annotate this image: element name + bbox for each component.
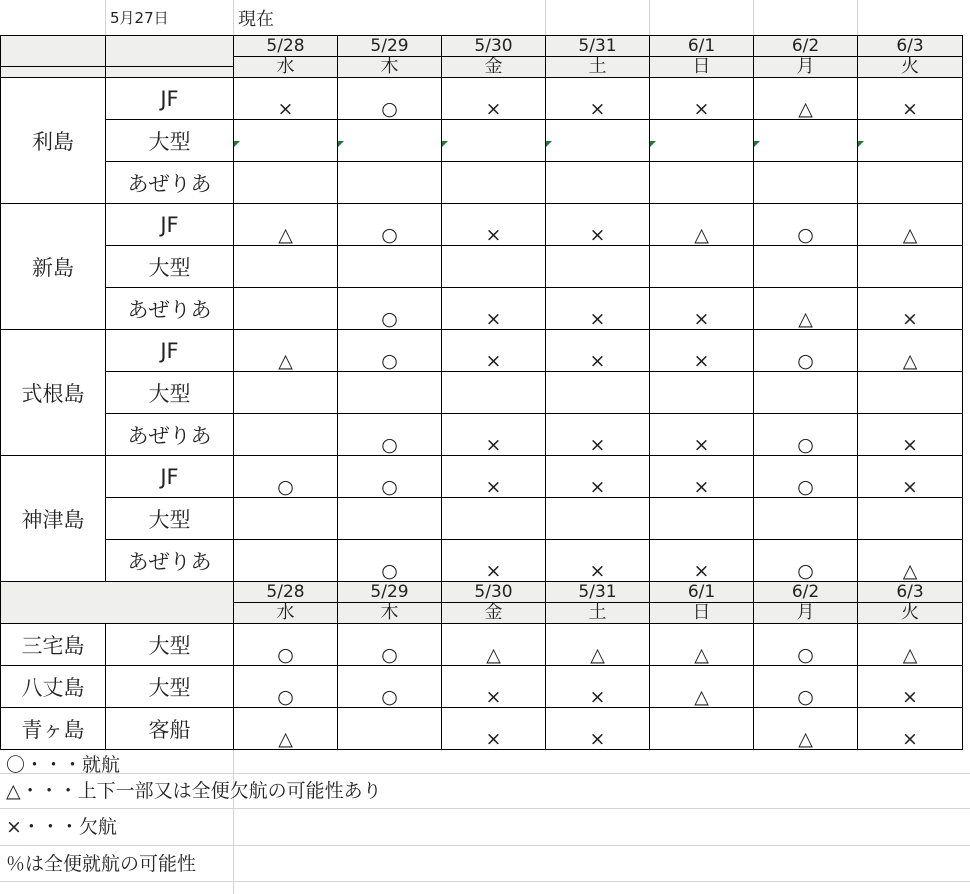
- status-symbol: ○: [754, 435, 857, 456]
- status-symbol: ×: [546, 435, 649, 456]
- forecast-cell: [234, 120, 338, 162]
- date-header-cell: [338, 582, 442, 624]
- status-symbol: △: [650, 225, 753, 246]
- forecast-cell: [234, 414, 338, 456]
- forecast-cell: [754, 78, 858, 120]
- route-row: [1, 414, 963, 456]
- legend-item: ×・・・欠航: [6, 816, 117, 838]
- forecast-cell: [858, 288, 963, 330]
- forecast-cell: [338, 246, 442, 288]
- forecast-cell: [754, 414, 858, 456]
- vessel-type: あぜりあ: [106, 162, 234, 204]
- cell-comment-marker: [546, 141, 552, 147]
- route-row: [1, 456, 963, 498]
- legend-item: 〇・・・就航: [6, 754, 121, 776]
- forecast-cell: [858, 414, 963, 456]
- route-row: [1, 708, 963, 750]
- route-row: [1, 204, 963, 246]
- forecast-cell: [650, 246, 754, 288]
- vessel-type: 大型: [106, 666, 234, 708]
- forecast-cell: [442, 330, 546, 372]
- weekday-label: 金: [484, 602, 503, 623]
- vessel-type: あぜりあ: [106, 288, 234, 330]
- gridline: [233, 0, 234, 35]
- status-symbol: ×: [546, 561, 649, 582]
- weekday-label: 火: [901, 56, 919, 77]
- date-header-cell: [234, 36, 338, 78]
- vessel-type: 大型: [106, 624, 234, 666]
- status-symbol: ×: [858, 477, 962, 498]
- status-symbol: ×: [442, 99, 545, 120]
- cell-comment-marker: [858, 141, 864, 147]
- date-label: 5/31: [546, 582, 649, 603]
- header-blank-top: [1, 46, 105, 67]
- status-symbol: ×: [650, 351, 753, 372]
- status-symbol: ×: [858, 729, 962, 750]
- status-symbol: ×: [546, 309, 649, 330]
- status-symbol: ×: [546, 351, 649, 372]
- status-symbol: ×: [858, 687, 962, 708]
- route-row: [1, 624, 963, 666]
- date-label: 6/3: [858, 582, 962, 603]
- header-blank-cell: [106, 36, 234, 78]
- forecast-cell: [338, 204, 442, 246]
- gridline: [0, 881, 970, 882]
- forecast-cell: [858, 78, 963, 120]
- island-name: 利島: [1, 78, 106, 204]
- date-header-cell: [754, 582, 858, 624]
- forecast-cell: [650, 372, 754, 414]
- forecast-cell: [858, 330, 963, 372]
- forecast-cell: [442, 666, 546, 708]
- forecast-cell: [546, 288, 650, 330]
- forecast-cell: [338, 456, 442, 498]
- status-symbol: ○: [338, 561, 441, 582]
- route-row: [1, 288, 963, 330]
- status-symbol: ×: [546, 225, 649, 246]
- status-symbol: ○: [754, 687, 857, 708]
- status-symbol: △: [650, 687, 753, 708]
- status-symbol: △: [234, 729, 337, 750]
- status-symbol: ×: [442, 687, 545, 708]
- forecast-cell: [546, 120, 650, 162]
- forecast-cell: [442, 288, 546, 330]
- forecast-cell: [650, 120, 754, 162]
- forecast-cell: [858, 624, 963, 666]
- forecast-cell: [754, 120, 858, 162]
- date-header-row: [1, 36, 963, 78]
- weekday-label: 水: [276, 602, 295, 623]
- island-name: 青ヶ島: [1, 708, 106, 750]
- weekday-label: 土: [588, 602, 607, 623]
- route-row: [1, 666, 963, 708]
- vessel-type: JF: [106, 78, 234, 120]
- forecast-cell: [754, 330, 858, 372]
- route-row: [1, 78, 963, 120]
- status-symbol: △: [546, 645, 649, 666]
- forecast-cell: [234, 330, 338, 372]
- forecast-cell: [234, 498, 338, 540]
- forecast-cell: [858, 120, 963, 162]
- status-symbol: ×: [442, 477, 545, 498]
- date-label: 5/28: [234, 36, 337, 57]
- legend-item: △・・・上下一部又は全便欠航の可能性あり: [6, 780, 382, 802]
- forecast-cell: [442, 414, 546, 456]
- island-name: 式根島: [1, 330, 106, 456]
- forecast-cell: [234, 372, 338, 414]
- gridline: [233, 749, 234, 894]
- forecast-cell: [338, 120, 442, 162]
- status-symbol: ○: [754, 351, 857, 372]
- weekday-label: 木: [380, 602, 399, 623]
- cell-comment-marker: [754, 141, 760, 147]
- forecast-cell: [442, 78, 546, 120]
- forecast-cell: [546, 708, 650, 750]
- route-row: [1, 246, 963, 288]
- status-symbol: ○: [338, 351, 441, 372]
- forecast-cell: [754, 498, 858, 540]
- weekday-label: 月: [796, 602, 815, 623]
- status-symbol: ○: [338, 477, 441, 498]
- forecast-cell: [234, 78, 338, 120]
- forecast-cell: [442, 162, 546, 204]
- status-symbol: ×: [650, 435, 753, 456]
- forecast-cell: [234, 540, 338, 582]
- date-label: 5/30: [442, 36, 545, 57]
- gridline: [0, 845, 970, 846]
- status-symbol: ○: [234, 477, 337, 498]
- vessel-type: 大型: [106, 246, 234, 288]
- forecast-cell: [546, 540, 650, 582]
- date-label: 6/1: [650, 36, 753, 57]
- forecast-cell: [442, 456, 546, 498]
- forecast-cell: [442, 708, 546, 750]
- gridline: [857, 0, 858, 35]
- date-label: 6/1: [650, 582, 753, 603]
- route-row: [1, 540, 963, 582]
- forecast-cell: [858, 372, 963, 414]
- forecast-cell: [234, 246, 338, 288]
- forecast-cell: [338, 624, 442, 666]
- forecast-cell: [338, 540, 442, 582]
- status-symbol: [650, 729, 753, 750]
- status-symbol: ×: [650, 99, 753, 120]
- status-symbol: ×: [442, 225, 545, 246]
- status-symbol: ×: [858, 99, 962, 120]
- route-row: [1, 498, 963, 540]
- vessel-type: 大型: [106, 120, 234, 162]
- status-symbol: △: [754, 99, 857, 120]
- forecast-cell: [338, 372, 442, 414]
- date-header-cell: [650, 582, 754, 624]
- forecast-cell: [546, 414, 650, 456]
- status-label: 現在: [238, 8, 274, 30]
- status-symbol: ○: [754, 477, 857, 498]
- weekday-label: 月: [796, 56, 815, 77]
- forecast-cell: [858, 708, 963, 750]
- status-symbol: ×: [442, 435, 545, 456]
- forecast-cell: [234, 708, 338, 750]
- forecast-cell: [234, 204, 338, 246]
- weekday-label: 火: [901, 602, 919, 623]
- status-symbol: ×: [650, 477, 753, 498]
- vessel-type: 大型: [106, 498, 234, 540]
- forecast-cell: [650, 414, 754, 456]
- weekday-label: 日: [692, 602, 711, 623]
- forecast-cell: [546, 372, 650, 414]
- forecast-cell: [338, 666, 442, 708]
- forecast-cell: [442, 120, 546, 162]
- legend-item: ％は全便就航の可能性: [6, 853, 197, 875]
- vessel-type: あぜりあ: [106, 414, 234, 456]
- forecast-cell: [650, 330, 754, 372]
- forecast-cell: [858, 498, 963, 540]
- date-header-cell: [650, 36, 754, 78]
- header-blank-top: [106, 46, 233, 67]
- cell-comment-marker: [338, 141, 344, 147]
- vessel-type: あぜりあ: [106, 540, 234, 582]
- forecast-cell: [650, 708, 754, 750]
- weekday-label: 木: [380, 56, 399, 77]
- vessel-type: JF: [106, 204, 234, 246]
- date-label: 6/2: [754, 36, 857, 57]
- date-label: 6/2: [754, 582, 857, 603]
- forecast-cell: [858, 246, 963, 288]
- forecast-cell: [338, 288, 442, 330]
- date-header-cell: [442, 36, 546, 78]
- status-symbol: △: [858, 351, 962, 372]
- date-header-cell: [546, 582, 650, 624]
- forecast-cell: [650, 666, 754, 708]
- forecast-cell: [858, 666, 963, 708]
- forecast-cell: [234, 624, 338, 666]
- forecast-cell: [546, 456, 650, 498]
- weekday-label: 金: [484, 56, 503, 77]
- header-blank-cell: [1, 582, 234, 624]
- forecast-cell: [650, 204, 754, 246]
- date-header-cell: [858, 36, 963, 78]
- forecast-cell: [338, 708, 442, 750]
- forecast-cell: [650, 498, 754, 540]
- date-label: 5/31: [546, 36, 649, 57]
- forecast-cell: [650, 162, 754, 204]
- island-name: 新島: [1, 204, 106, 330]
- vessel-type: 客船: [106, 708, 234, 750]
- status-symbol: ×: [234, 99, 337, 120]
- forecast-cell: [338, 414, 442, 456]
- date-header-cell: [338, 36, 442, 78]
- vessel-type: 大型: [106, 372, 234, 414]
- forecast-cell: [442, 204, 546, 246]
- forecast-cell: [338, 498, 442, 540]
- status-symbol: △: [754, 309, 857, 330]
- status-symbol: ×: [442, 351, 545, 372]
- gridline: [649, 0, 650, 35]
- status-symbol: △: [234, 351, 337, 372]
- forecast-cell: [754, 456, 858, 498]
- gridline: [753, 0, 754, 35]
- forecast-cell: [754, 372, 858, 414]
- weekday-label: 日: [692, 56, 711, 77]
- status-symbol: △: [234, 225, 337, 246]
- forecast-cell: [546, 330, 650, 372]
- cell-comment-marker: [442, 141, 448, 147]
- header-blank-cell: [1, 36, 106, 78]
- route-row: [1, 120, 963, 162]
- forecast-cell: [442, 246, 546, 288]
- island-name: 三宅島: [1, 624, 106, 666]
- forecast-cell: [442, 540, 546, 582]
- forecast-cell: [754, 540, 858, 582]
- gridline: [105, 0, 106, 35]
- status-symbol: ○: [338, 435, 441, 456]
- status-symbol: ×: [442, 729, 545, 750]
- forecast-cell: [754, 288, 858, 330]
- forecast-cell: [858, 204, 963, 246]
- date-header-row: [1, 582, 963, 624]
- date-label: 6/3: [858, 36, 962, 57]
- vessel-type: JF: [106, 330, 234, 372]
- status-symbol: △: [442, 645, 545, 666]
- route-row: [1, 372, 963, 414]
- status-symbol: ×: [858, 435, 962, 456]
- route-row: [1, 162, 963, 204]
- status-symbol: ○: [338, 309, 441, 330]
- forecast-cell: [754, 246, 858, 288]
- forecast-cell: [234, 288, 338, 330]
- status-symbol: ○: [234, 645, 337, 666]
- forecast-cell: [338, 330, 442, 372]
- status-symbol: ○: [338, 225, 441, 246]
- date-header-cell: [442, 582, 546, 624]
- forecast-cell: [546, 204, 650, 246]
- status-symbol: ○: [338, 687, 441, 708]
- status-symbol: ×: [650, 309, 753, 330]
- forecast-cell: [650, 78, 754, 120]
- gridline: [0, 808, 970, 809]
- forecast-cell: [546, 162, 650, 204]
- forecast-cell: [754, 708, 858, 750]
- vessel-type: JF: [106, 456, 234, 498]
- status-symbol: ×: [442, 561, 545, 582]
- date-label: 5/30: [442, 582, 545, 603]
- status-symbol: ×: [650, 561, 753, 582]
- forecast-cell: [650, 540, 754, 582]
- forecast-cell: [442, 372, 546, 414]
- forecast-cell: [858, 456, 963, 498]
- status-symbol: ×: [546, 99, 649, 120]
- island-name: 八丈島: [1, 666, 106, 708]
- forecast-cell: [650, 456, 754, 498]
- status-symbol: ○: [754, 225, 857, 246]
- status-symbol: △: [650, 645, 753, 666]
- cell-comment-marker: [234, 141, 240, 147]
- forecast-cell: [754, 204, 858, 246]
- date-label: 5/29: [338, 582, 441, 603]
- status-symbol: △: [754, 729, 857, 750]
- forecast-cell: [754, 624, 858, 666]
- forecast-cell: [546, 498, 650, 540]
- schedule-table: [0, 35, 963, 750]
- date-header-cell: [234, 582, 338, 624]
- forecast-cell: [754, 162, 858, 204]
- forecast-cell: [546, 624, 650, 666]
- forecast-cell: [650, 624, 754, 666]
- date-label: 5/28: [234, 582, 337, 603]
- island-name: 神津島: [1, 456, 106, 582]
- status-symbol: ×: [546, 687, 649, 708]
- date-header-cell: [546, 36, 650, 78]
- status-symbol: ×: [546, 477, 649, 498]
- forecast-cell: [234, 162, 338, 204]
- status-symbol: ○: [338, 645, 441, 666]
- status-symbol: △: [858, 225, 962, 246]
- status-symbol: ○: [754, 645, 857, 666]
- weekday-label: 水: [276, 56, 295, 77]
- forecast-cell: [234, 456, 338, 498]
- weekday-label: 土: [588, 56, 607, 77]
- forecast-cell: [546, 666, 650, 708]
- status-symbol: △: [858, 561, 962, 582]
- gridline: [545, 0, 546, 35]
- gridline: [0, 773, 970, 774]
- date-label: 5月27日: [110, 9, 169, 27]
- forecast-cell: [858, 162, 963, 204]
- forecast-cell: [858, 540, 963, 582]
- route-row: [1, 330, 963, 372]
- status-symbol: ×: [858, 309, 962, 330]
- forecast-cell: [546, 78, 650, 120]
- forecast-cell: [338, 78, 442, 120]
- forecast-cell: [442, 498, 546, 540]
- status-symbol: △: [858, 645, 962, 666]
- forecast-cell: [650, 288, 754, 330]
- forecast-cell: [234, 666, 338, 708]
- status-symbol: ○: [338, 99, 441, 120]
- forecast-cell: [754, 666, 858, 708]
- forecast-cell: [546, 246, 650, 288]
- cell-comment-marker: [650, 141, 656, 147]
- date-header-cell: [754, 36, 858, 78]
- status-symbol: ×: [546, 729, 649, 750]
- date-label: 5/29: [338, 36, 441, 57]
- status-symbol: ×: [442, 309, 545, 330]
- forecast-cell: [338, 162, 442, 204]
- status-symbol: ○: [234, 687, 337, 708]
- date-header-cell: [858, 582, 963, 624]
- forecast-cell: [442, 624, 546, 666]
- status-symbol: ○: [754, 561, 857, 582]
- status-symbol: [338, 729, 441, 750]
